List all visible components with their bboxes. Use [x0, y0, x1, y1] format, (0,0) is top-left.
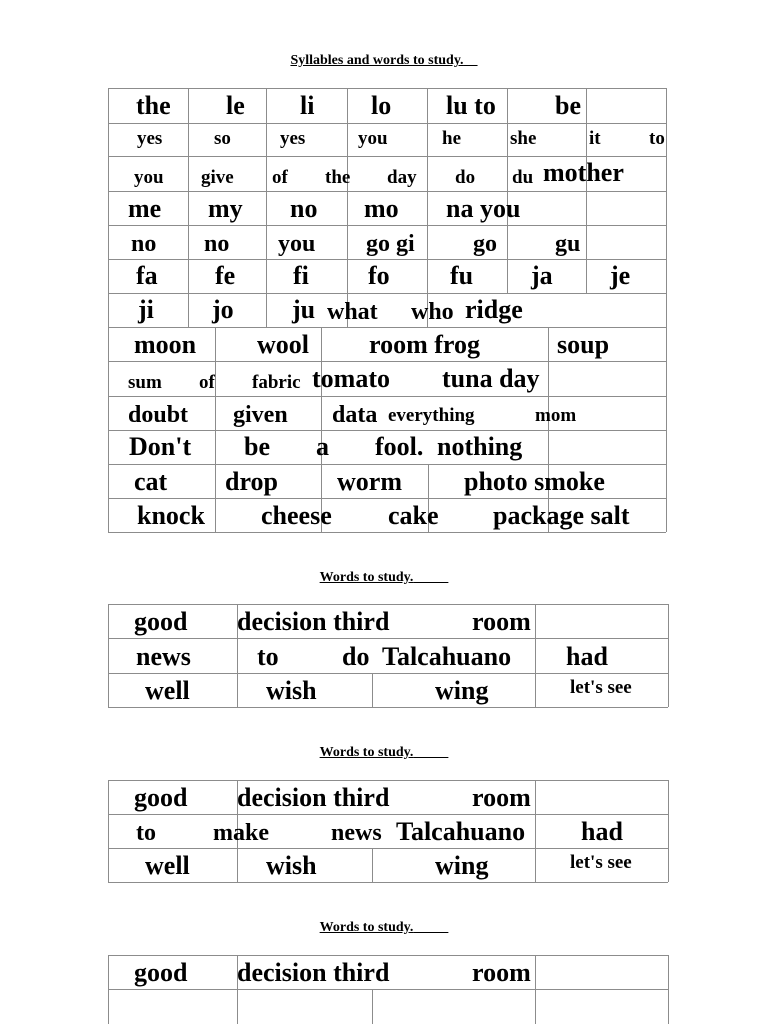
table1-cell: ridge	[465, 295, 523, 324]
table1-cell: li	[300, 91, 315, 120]
table1-cell: je	[610, 261, 631, 290]
table1-cell: jo	[212, 295, 234, 324]
table1-cell: go	[473, 231, 497, 257]
table1-cell: you	[134, 167, 164, 188]
table1-cell: sum	[128, 372, 162, 393]
table2-cell: room	[472, 607, 531, 636]
table1-cell: lu to	[446, 91, 496, 120]
table1-cell: my	[208, 194, 243, 223]
table3-cell: news	[331, 820, 382, 846]
table1-cell: no	[131, 231, 157, 257]
section-title-text: Words to study.	[319, 920, 414, 935]
table1-cell: fi	[293, 261, 309, 290]
table4-cell: good	[134, 958, 188, 987]
table1-cell: so	[214, 128, 231, 149]
table4-cell: decision third	[237, 958, 390, 987]
table3-cell: make	[213, 820, 269, 846]
table1-cell: you	[278, 231, 316, 257]
table1-cell: she	[510, 128, 537, 149]
table3-cell: Talcahuano	[396, 817, 526, 846]
table3-cell: had	[581, 817, 623, 846]
table3-cell: room	[472, 783, 531, 812]
table1-cell: be	[244, 432, 270, 461]
table1-cell: data	[332, 402, 378, 428]
table3-cell: good	[134, 783, 188, 812]
table1-cell: a	[316, 432, 329, 461]
table4-cell: room	[472, 958, 531, 987]
table1-cell: no	[290, 194, 318, 223]
section-title-text: Words to study.	[319, 570, 414, 585]
table1-cell: who	[411, 299, 454, 325]
table1-cell: of	[199, 372, 215, 393]
section-title	[0, 745, 768, 761]
table1-cell: soup	[557, 330, 610, 359]
table1-cell: mom	[535, 405, 577, 426]
table1-cell: fa	[136, 261, 158, 290]
table1-cell: gu	[555, 231, 581, 257]
table1-cell: moon	[134, 330, 197, 359]
table1-cell: Don't	[129, 432, 192, 461]
table1-cell: what	[327, 299, 378, 325]
table3-cell: to	[136, 820, 156, 846]
table1-cell: photo smoke	[464, 467, 605, 496]
table2-cell: to	[257, 642, 279, 671]
table1-cell: fe	[215, 261, 236, 290]
table1-cell: fu	[450, 261, 474, 290]
table1-cell: na you	[446, 194, 521, 223]
table1-cell: you	[358, 128, 388, 149]
table1-cell: go gi	[366, 231, 415, 257]
table2-cell: well	[145, 676, 190, 705]
table1-cell: wool	[257, 330, 309, 359]
table1-cell: ja	[531, 261, 553, 290]
table2-cell: good	[134, 607, 188, 636]
table1-cell: drop	[225, 467, 278, 496]
table1-cell: tomato	[312, 364, 390, 393]
table1-cell: yes	[280, 128, 306, 149]
table3-cell: wing	[435, 851, 489, 880]
table1-cell: fo	[368, 261, 390, 290]
table1-cell: lo	[371, 91, 392, 120]
table1-cell: cat	[134, 467, 168, 496]
table1-cell: he	[442, 128, 461, 149]
table1-cell: tuna day	[442, 364, 540, 393]
table2-cell: let's see	[570, 677, 632, 698]
table2-cell: news	[136, 642, 191, 671]
table1-cell: do	[455, 167, 476, 188]
table3-cell: wish	[266, 851, 317, 880]
table1-cell: mo	[364, 194, 399, 223]
main-title	[0, 53, 768, 69]
table1-cell: doubt	[128, 402, 189, 428]
table1-cell: me	[128, 194, 162, 223]
table1-cell: to	[649, 128, 665, 149]
table3-cell: let's see	[570, 852, 632, 873]
table1-cell: nothing	[437, 432, 523, 461]
table1-cell: everything	[388, 405, 475, 426]
table1-cell: worm	[337, 467, 402, 496]
section-title-text: Words to study.	[319, 745, 414, 760]
section-title	[0, 920, 768, 936]
table1-cell: the	[136, 91, 171, 120]
table1-cell: it	[589, 128, 601, 149]
table1-cell: package salt	[493, 501, 630, 530]
main-title-text: Syllables and words to study.	[290, 53, 464, 68]
table1-cell: yes	[137, 128, 163, 149]
table1-cell: the	[325, 167, 351, 188]
table1-cell: ju	[292, 295, 316, 324]
table3-cell: well	[145, 851, 190, 880]
table2-cell: wing	[435, 676, 489, 705]
table1-cell: cheese	[261, 501, 332, 530]
table1-cell: du	[512, 167, 534, 188]
table1-cell: be	[555, 91, 581, 120]
table1-cell: mother	[543, 158, 624, 187]
table1-cell: fool.	[375, 432, 424, 461]
table1-cell: of	[272, 167, 288, 188]
table1-cell: knock	[137, 501, 205, 530]
table1-cell: no	[204, 231, 230, 257]
table1-cell: le	[226, 91, 245, 120]
table1-cell: day	[387, 167, 417, 188]
table2-cell: Talcahuano	[382, 642, 512, 671]
table2-cell: decision third	[237, 607, 390, 636]
table2-cell: do	[342, 642, 370, 671]
table1-cell: fabric	[252, 372, 301, 393]
section-title	[0, 570, 768, 586]
table2-cell: wish	[266, 676, 317, 705]
table3-cell: decision third	[237, 783, 390, 812]
table1-cell: given	[233, 402, 288, 428]
table1-cell: give	[201, 167, 234, 188]
table1-cell: ji	[138, 295, 154, 324]
table1-cell: room frog	[369, 330, 480, 359]
table2-cell: had	[566, 642, 608, 671]
table1-cell: cake	[388, 501, 439, 530]
